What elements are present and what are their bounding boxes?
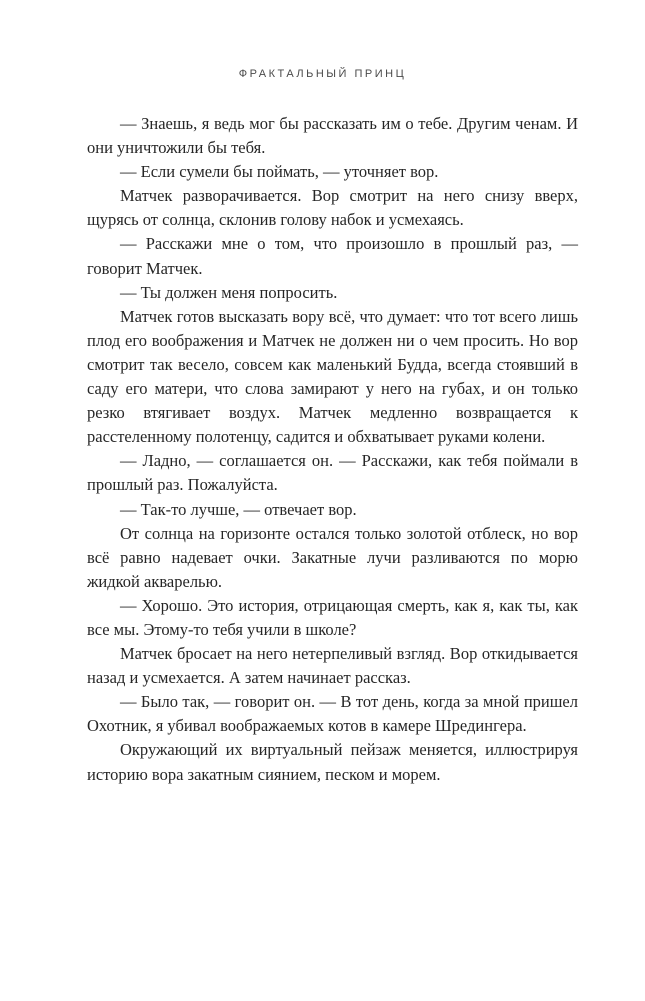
paragraph: От солнца на горизонте остался только золотой отблеск, но вор всё равно надевает очки. Закатные лучи разливаются по морю жидкой акварелью. (87, 523, 578, 591)
body-text (87, 112, 578, 787)
paragraph: — Ладно, — соглашается он. — Расскажи, как тебя поймали в прошлый раз. Пожалуйста. (87, 451, 578, 495)
paragraph: — Было так, — говорит он. — В тот день, когда за мной пришел Охотник, я убивал воображаемых котов в камере Шредингера. (87, 692, 578, 736)
paragraph: — Хорошо. Это история, отрицающая смерть, как я, как ты, как все мы. Этому-то тебя учили в школе? (87, 595, 578, 639)
paragraph: — Так-то лучше, — отвечает вор. (120, 499, 357, 519)
running-head-title: ФРАКТАЛЬНЫЙ ПРИНЦ (238, 68, 407, 80)
paragraph: Матчек готов высказать вору всё, что думает: что тот всего лишь плод его воображения и Матчек не должен ни о чем просить. Но вор смотрит так весело, совсем как маленький Будда, всегда стоявший в саду его матери, что слова замирают у него на губах, и он только резко втягивает воздух. Матчек медленно возвращается к расстеленному полотенцу, садится и обхватывает руками колени. (87, 306, 578, 447)
paragraph: — Расскажи мне о том, что произошло в прошлый раз, — говорит Матчек. (87, 234, 578, 278)
paragraph: — Знаешь, я ведь мог бы рассказать им о тебе. Другим ченам. И они уничтожили бы тебя. (87, 114, 578, 158)
paragraph: Окружающий их виртуальный пейзаж меняется, иллюстрируя историю вора закатным сиянием, песком и морем. (87, 740, 578, 784)
paragraph: — Если сумели бы поймать, — уточняет вор. (120, 162, 439, 182)
paragraph: — Ты должен меня попросить. (120, 282, 338, 302)
paragraph: Матчек бросает на него нетерпеливый взгляд. Вор откидывается назад и усмехается. А затем начинает рассказ. (87, 644, 578, 688)
paragraph: Матчек разворачивается. Вор смотрит на него снизу вверх, щурясь от солнца, склонив голову набок и усмехаясь. (87, 186, 578, 230)
